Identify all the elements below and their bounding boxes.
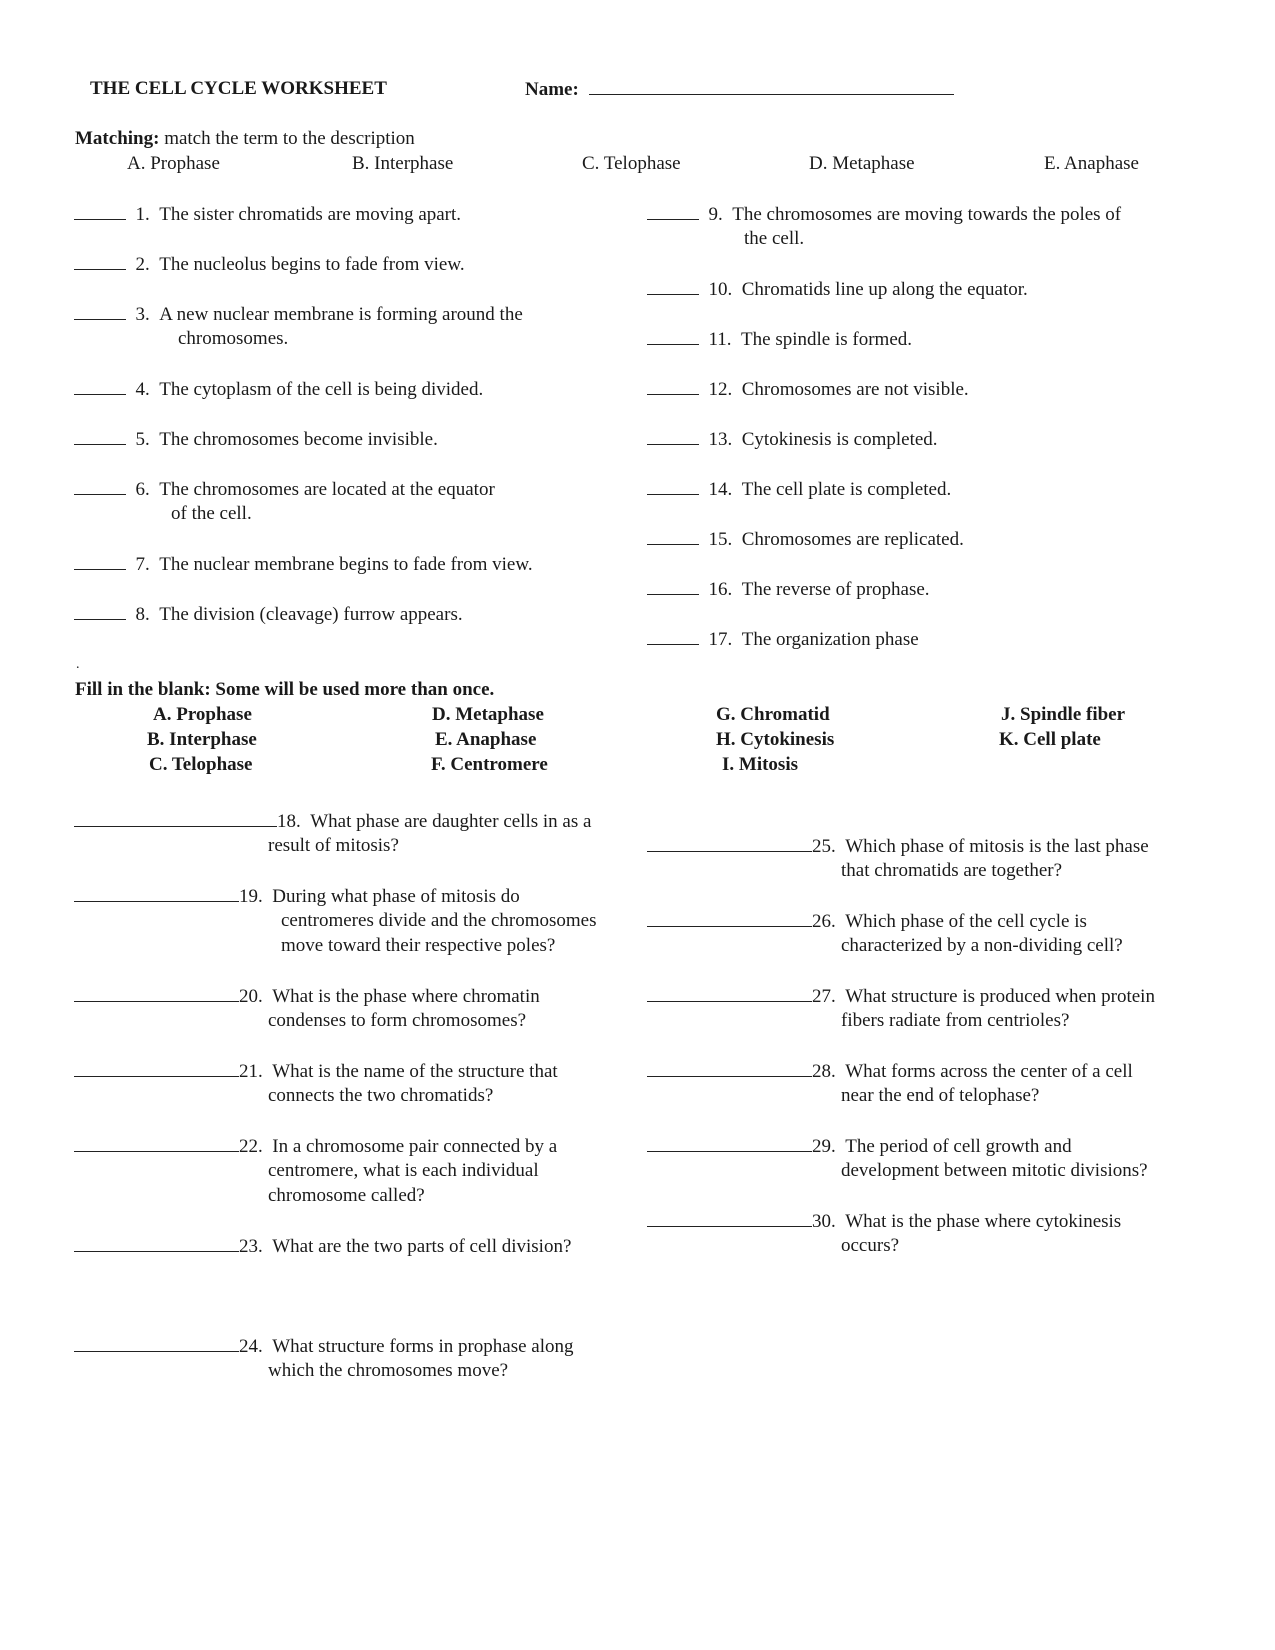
- answer-blank[interactable]: [74, 251, 126, 270]
- item-number: 28.: [812, 1061, 836, 1082]
- fill-in-heading: Fill in the blank: Some will be used more than once.: [75, 679, 495, 700]
- item-text-continued: development between mitotic divisions?: [841, 1160, 1148, 1181]
- item-number: 3.: [135, 304, 150, 325]
- item-number: 7.: [135, 554, 150, 575]
- answer-blank[interactable]: [74, 1333, 239, 1352]
- item-number: 23.: [239, 1236, 263, 1257]
- item-text: A new nuclear membrane is forming around the: [159, 304, 523, 325]
- item-text: What structure is produced when protein: [845, 986, 1155, 1007]
- item-number: 1.: [135, 204, 150, 225]
- answer-blank[interactable]: [74, 301, 126, 320]
- question-26[interactable]: [647, 908, 1087, 934]
- item-number: 9.: [708, 204, 723, 225]
- answer-blank[interactable]: [647, 326, 699, 345]
- answer-blank[interactable]: [647, 983, 812, 1002]
- item-text-continued: near the end of telophase?: [841, 1085, 1040, 1106]
- answer-blank[interactable]: [647, 576, 699, 595]
- matching-heading-instruction: match the term to the description: [164, 128, 415, 149]
- matching-item-4[interactable]: [74, 376, 483, 402]
- matching-item-1[interactable]: [74, 201, 461, 227]
- item-text-continued: which the chromosomes move?: [268, 1360, 509, 1381]
- answer-blank[interactable]: [74, 983, 239, 1002]
- name-blank-line[interactable]: [589, 76, 954, 95]
- term-a: A. Prophase: [153, 704, 252, 725]
- item-text: What is the phase where cytokinesis: [845, 1211, 1122, 1232]
- matching-item-14[interactable]: [647, 476, 951, 502]
- answer-blank[interactable]: [74, 426, 126, 445]
- question-19[interactable]: [74, 883, 520, 909]
- item-number: 12.: [708, 379, 733, 400]
- item-text: The nucleolus begins to fade from view.: [159, 254, 465, 275]
- item-number: 4.: [135, 379, 150, 400]
- matching-item-15[interactable]: [647, 526, 964, 552]
- answer-blank[interactable]: [647, 626, 699, 645]
- item-text: The spindle is formed.: [741, 329, 913, 350]
- answer-blank[interactable]: [74, 201, 126, 220]
- item-number: 26.: [812, 911, 836, 932]
- item-text-continued: of the cell.: [171, 503, 252, 524]
- stray-mark: .: [76, 657, 80, 672]
- item-text: The reverse of prophase.: [741, 579, 930, 600]
- question-28[interactable]: [647, 1058, 1133, 1084]
- item-number: 20.: [239, 986, 263, 1007]
- item-text-continued: the cell.: [744, 228, 805, 249]
- item-text: What structure forms in prophase along: [272, 1336, 574, 1357]
- matching-item-12[interactable]: [647, 376, 969, 402]
- term-i: I. Mitosis: [722, 754, 798, 775]
- item-text-continued: centromere, what is each individual: [268, 1160, 539, 1181]
- term-d: D. Metaphase: [432, 704, 544, 725]
- term-g: G. Chromatid: [716, 704, 830, 725]
- answer-blank[interactable]: [74, 1133, 239, 1152]
- item-text-continued: fibers radiate from centrioles?: [841, 1010, 1070, 1031]
- matching-item-6[interactable]: [74, 476, 495, 502]
- option-d: D. Metaphase: [809, 153, 915, 174]
- item-number: 14.: [708, 479, 733, 500]
- item-text: What is the phase where chromatin: [272, 986, 540, 1007]
- item-number: 16.: [708, 579, 733, 600]
- answer-blank[interactable]: [74, 808, 277, 827]
- answer-blank[interactable]: [74, 601, 126, 620]
- item-text: Cytokinesis is completed.: [741, 429, 938, 450]
- item-number: 8.: [135, 604, 150, 625]
- item-number: 30.: [812, 1211, 836, 1232]
- item-text: The cell plate is completed.: [741, 479, 952, 500]
- question-24[interactable]: [74, 1333, 574, 1359]
- answer-blank[interactable]: [647, 1058, 812, 1077]
- item-text-continued: that chromatids are together?: [841, 860, 1063, 881]
- item-text: The division (cleavage) furrow appears.: [159, 604, 463, 625]
- item-text-continued: occurs?: [841, 1235, 900, 1256]
- item-text: What forms across the center of a cell: [845, 1061, 1133, 1082]
- item-number: 17.: [708, 629, 733, 650]
- answer-blank[interactable]: [647, 908, 812, 927]
- option-e: E. Anaphase: [1044, 153, 1139, 174]
- item-number: 18.: [277, 811, 301, 832]
- name-field[interactable]: [525, 76, 954, 102]
- item-text: The sister chromatids are moving apart.: [159, 204, 462, 225]
- item-text-continued: centromeres divide and the chromosomes: [281, 910, 597, 931]
- item-text-continued: connects the two chromatids?: [268, 1085, 494, 1106]
- answer-blank[interactable]: [647, 526, 699, 545]
- item-number: 25.: [812, 836, 836, 857]
- item-number: 22.: [239, 1136, 263, 1157]
- term-e: E. Anaphase: [435, 729, 537, 750]
- matching-item-9[interactable]: [647, 201, 1121, 227]
- item-text-continued: move toward their respective poles?: [281, 935, 556, 956]
- item-number: 27.: [812, 986, 836, 1007]
- item-text-continued: result of mitosis?: [268, 835, 399, 856]
- item-number: 21.: [239, 1061, 263, 1082]
- option-b: B. Interphase: [352, 153, 454, 174]
- answer-blank[interactable]: [647, 1133, 812, 1152]
- item-text-continued: chromosomes.: [178, 328, 289, 349]
- answer-blank[interactable]: [74, 883, 239, 902]
- item-text: Which phase of mitosis is the last phase: [845, 836, 1149, 857]
- answer-blank[interactable]: [647, 833, 812, 852]
- question-23[interactable]: [74, 1233, 571, 1259]
- term-j: J. Spindle fiber: [1001, 704, 1126, 725]
- answer-blank[interactable]: [74, 1058, 239, 1077]
- answer-blank[interactable]: [74, 476, 126, 495]
- item-number: 10.: [708, 279, 733, 300]
- item-text: In a chromosome pair connected by a: [272, 1136, 558, 1157]
- item-text: The organization phase: [741, 629, 919, 650]
- matching-heading-label: Matching:: [75, 128, 160, 149]
- matching-item-16[interactable]: [647, 576, 930, 602]
- question-20[interactable]: [74, 983, 540, 1009]
- answer-blank[interactable]: [647, 426, 699, 445]
- matching-item-10[interactable]: [647, 276, 1028, 302]
- term-k: K. Cell plate: [999, 729, 1101, 750]
- term-b: B. Interphase: [147, 729, 257, 750]
- item-number: 6.: [135, 479, 150, 500]
- item-number: 15.: [708, 529, 733, 550]
- item-text: Which phase of the cell cycle is: [845, 911, 1087, 932]
- item-text: Chromatids line up along the equator.: [741, 279, 1028, 300]
- question-27[interactable]: [647, 983, 1155, 1009]
- item-text: The period of cell growth and: [845, 1136, 1072, 1157]
- question-25[interactable]: [647, 833, 1149, 859]
- item-number: 11.: [708, 329, 732, 350]
- answer-blank[interactable]: [74, 376, 126, 395]
- question-22[interactable]: [74, 1133, 557, 1159]
- matching-item-3[interactable]: [74, 301, 523, 327]
- item-text: What is the name of the structure that: [272, 1061, 558, 1082]
- worksheet-title: THE CELL CYCLE WORKSHEET: [90, 78, 387, 99]
- option-c: C. Telophase: [582, 153, 681, 174]
- item-text: What are the two parts of cell division?: [272, 1236, 572, 1257]
- item-text-continued: chromosome called?: [268, 1185, 425, 1206]
- item-number: 19.: [239, 886, 263, 907]
- item-number: 29.: [812, 1136, 836, 1157]
- item-text: The chromosomes become invisible.: [159, 429, 438, 450]
- item-text: The nuclear membrane begins to fade from view.: [159, 554, 533, 575]
- matching-heading: [75, 126, 415, 151]
- matching-item-5[interactable]: [74, 426, 438, 452]
- item-text: What phase are daughter cells in as a: [310, 811, 592, 832]
- answer-blank[interactable]: [647, 1208, 812, 1227]
- item-text: During what phase of mitosis do: [272, 886, 520, 907]
- term-f: F. Centromere: [431, 754, 548, 775]
- term-c: C. Telophase: [149, 754, 253, 775]
- item-text-continued: characterized by a non-dividing cell?: [841, 935, 1123, 956]
- option-a: A. Prophase: [127, 153, 220, 174]
- question-30[interactable]: [647, 1208, 1121, 1234]
- item-text: The chromosomes are moving towards the poles of: [732, 204, 1122, 225]
- question-21[interactable]: [74, 1058, 558, 1084]
- item-text: The cytoplasm of the cell is being divided.: [159, 379, 484, 400]
- item-number: 13.: [708, 429, 733, 450]
- matching-item-2[interactable]: [74, 251, 465, 277]
- question-18[interactable]: [74, 808, 591, 834]
- answer-blank[interactable]: [74, 551, 126, 570]
- item-text: The chromosomes are located at the equator: [159, 479, 495, 500]
- item-text-continued: condenses to form chromosomes?: [268, 1010, 527, 1031]
- matching-item-13[interactable]: [647, 426, 938, 452]
- question-29[interactable]: [647, 1133, 1072, 1159]
- term-h: H. Cytokinesis: [716, 729, 835, 750]
- answer-blank[interactable]: [647, 376, 699, 395]
- answer-blank[interactable]: [74, 1233, 239, 1252]
- item-number: 2.: [135, 254, 150, 275]
- matching-item-7[interactable]: [74, 551, 533, 577]
- item-number: 5.: [135, 429, 150, 450]
- answer-blank[interactable]: [647, 476, 699, 495]
- matching-item-11[interactable]: [647, 326, 912, 352]
- matching-item-8[interactable]: [74, 601, 463, 627]
- name-label: Name:: [525, 79, 579, 100]
- matching-item-17[interactable]: [647, 626, 919, 652]
- item-text: Chromosomes are not visible.: [741, 379, 969, 400]
- item-text: Chromosomes are replicated.: [741, 529, 964, 550]
- item-number: 24.: [239, 1336, 263, 1357]
- answer-blank[interactable]: [647, 201, 699, 220]
- answer-blank[interactable]: [647, 276, 699, 295]
